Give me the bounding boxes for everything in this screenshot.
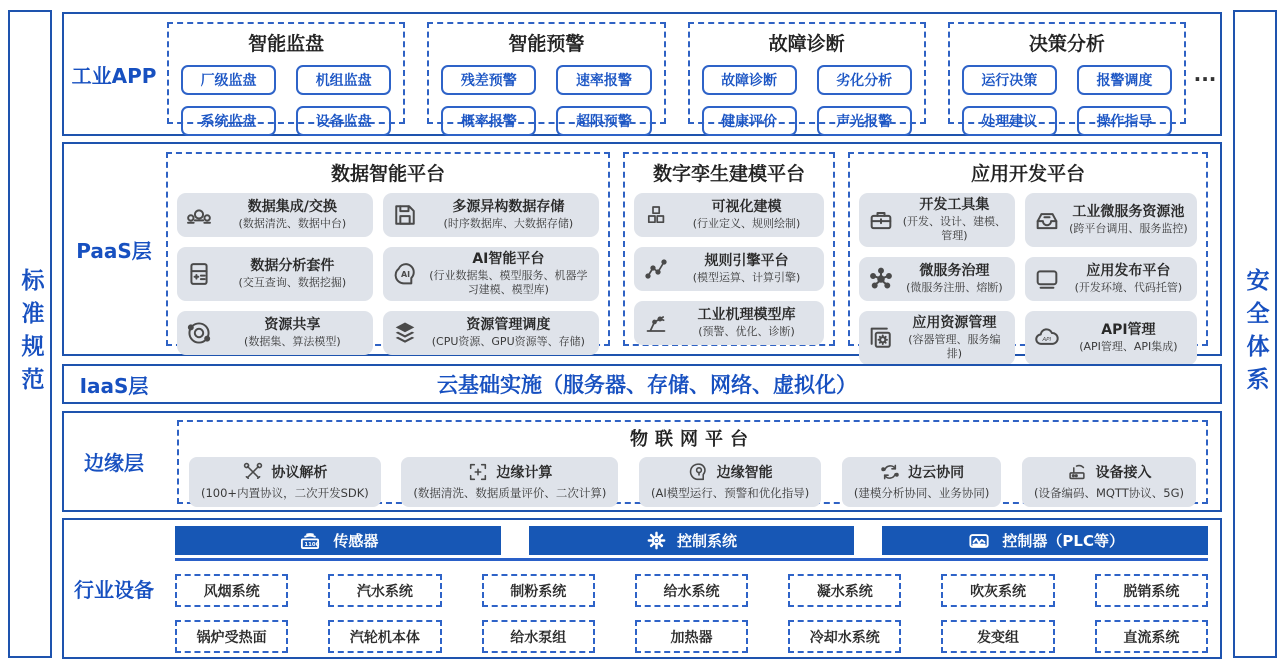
card-subtitle: (数据集、算法模型): [244, 334, 341, 348]
paas-platform: [166, 152, 610, 346]
app-group-title: 智能监盘: [248, 33, 325, 55]
card-title: 应用资源管理: [912, 315, 997, 332]
app-function-item: 处理建议: [962, 106, 1057, 136]
inbox-tray-icon: [1032, 206, 1062, 234]
toolbox-icon: [866, 206, 896, 234]
card-subtitle: (跨平台调用、服务监控): [1069, 221, 1188, 235]
iot-platform-title: 物联网平台: [630, 428, 755, 450]
capability-card: [859, 311, 1015, 365]
card-title: 开发工具集: [919, 197, 990, 213]
app-function-item: 速率报警: [556, 65, 651, 95]
device-system-box: 制粉系统: [482, 574, 595, 607]
app-function-item: 设备监盘: [296, 106, 391, 136]
paas-platform: [623, 152, 835, 346]
card-title: 工业微服务资源池: [1072, 204, 1185, 221]
wrench-tools-icon: [242, 461, 264, 483]
card-subtitle: (微服务注册、熔断): [906, 280, 1003, 294]
card-text: [901, 263, 1008, 295]
device-category-label: 控制器（PLC等）: [1002, 532, 1124, 550]
standards-rail-label: 标准规范: [17, 268, 44, 400]
edge-card-title: 协议解析: [271, 464, 328, 481]
capability-card: [1025, 193, 1197, 247]
device-system-box: 汽轮机本体: [328, 620, 441, 653]
card-text: [425, 251, 592, 297]
device-bars-container: [175, 526, 1208, 555]
app-pills-grid: [702, 65, 912, 136]
app-function-item: 机组监盘: [296, 65, 391, 95]
edge-capability-card: [1022, 457, 1196, 507]
device-category-bar: [175, 526, 501, 555]
devices-divider: [175, 558, 1208, 561]
platform-title: 数字孪生建模平台: [652, 163, 805, 185]
svg-text:AI: AI: [400, 270, 410, 280]
iot-platform-box: [177, 420, 1208, 504]
router-device-icon: [1066, 461, 1088, 483]
device-system-box: 冷却水系统: [788, 620, 901, 653]
card-subtitle: (交互查询、数据挖掘): [238, 275, 347, 289]
app-function-item: 声光报警: [817, 106, 912, 136]
brain-head-icon: [688, 461, 710, 483]
sync-cloud-icon: [879, 461, 901, 483]
edge-card-subtitle: (设备编码、MQTT协议、5G): [1033, 485, 1184, 500]
device-system-box: 脱销系统: [1095, 574, 1208, 607]
app-function-group: [427, 22, 665, 130]
app-function-item: 故障诊断: [702, 65, 797, 95]
device-category-label: 控制系统: [677, 532, 738, 550]
capability-card: [383, 311, 599, 355]
capability-card: [634, 301, 824, 345]
card-subtitle: (行业定义、规则绘制): [692, 216, 801, 230]
capability-card: [1025, 257, 1197, 301]
card-text: [676, 307, 817, 339]
card-subtitle: (模型运算、计算引擎): [692, 270, 801, 284]
device-system-box: 吹灰系统: [941, 574, 1054, 607]
card-title: 可视化建模: [711, 199, 782, 216]
paas-platforms-container: [164, 144, 1220, 360]
layers-icon: [390, 319, 420, 347]
platform-cards: [177, 193, 599, 355]
robot-arm-icon: [641, 311, 671, 335]
edge-capability-card: [189, 457, 381, 507]
edge-card-title: 边缘计算: [496, 464, 553, 481]
sensor-device-icon: [297, 528, 323, 554]
card-text: [901, 315, 1008, 361]
edge-card-title: 边缘智能: [716, 464, 773, 481]
edge-capability-card: [842, 457, 1001, 507]
card-text: [676, 199, 817, 231]
svg-text:1100: 1100: [304, 541, 320, 548]
floppy-disk-icon: [390, 201, 420, 229]
card-text: [425, 199, 592, 231]
app-function-item: 报警调度: [1077, 65, 1172, 95]
card-text: [901, 197, 1008, 243]
capability-card: [634, 193, 824, 237]
industry-devices-layer: [62, 518, 1222, 659]
platform-cards: [859, 193, 1197, 365]
app-function-item: 厂级监盘: [181, 65, 276, 95]
card-subtitle: (开发环境、代码托管): [1074, 280, 1183, 294]
micro-nodes-icon: [866, 265, 896, 293]
monitor-icon: [1032, 265, 1062, 293]
capability-card: [1025, 311, 1197, 365]
edge-square-icon: [467, 461, 489, 483]
card-title: AI智能平台: [472, 251, 545, 267]
app-function-item: 超限预警: [556, 106, 651, 136]
platform-title: 数据智能平台: [330, 163, 445, 185]
windows-gear-icon: [866, 324, 896, 352]
paas-platform: [848, 152, 1208, 360]
device-system-box: 凝水系统: [788, 574, 901, 607]
card-text: [219, 317, 366, 349]
edge-card-header: [688, 461, 773, 483]
app-pills-grid: [181, 65, 391, 136]
gear-icon: [646, 530, 667, 551]
ai-head-icon: [390, 260, 420, 288]
app-function-group: [167, 22, 405, 130]
cubes-icon: [641, 203, 671, 227]
app-pills-grid: [441, 65, 651, 136]
edge-layer: [62, 411, 1222, 512]
device-system-box: 锅炉受热面: [175, 620, 288, 653]
app-function-item: 概率报警: [441, 106, 536, 136]
calculator-icon: [184, 260, 214, 288]
app-groups-container: [164, 14, 1190, 134]
capability-card: [177, 311, 373, 355]
app-function-item: 残差预警: [441, 65, 536, 95]
card-title: 资源共享: [264, 317, 321, 334]
node-link-icon: [641, 257, 671, 281]
edge-label: 边缘层: [84, 451, 144, 475]
chart-bars-icon: [184, 201, 214, 229]
more-ellipsis: ...: [1193, 62, 1217, 86]
edge-capability-card: [401, 457, 618, 507]
capability-card: [634, 247, 824, 291]
device-system-box: 直流系统: [1095, 620, 1208, 653]
platform-cards: [634, 193, 824, 345]
capability-card: [383, 193, 599, 237]
edge-card-subtitle: (AI模型运行、预警和优化指导): [651, 485, 810, 500]
card-subtitle: (开发、设计、建模、管理): [902, 214, 1007, 242]
edge-cards-container: [179, 457, 1206, 507]
svg-text:API: API: [1042, 337, 1051, 344]
app-function-item: 劣化分析: [817, 65, 912, 95]
device-category-bar: [882, 526, 1208, 555]
card-title: 规则引擎平台: [704, 253, 789, 270]
app-function-item: 运行决策: [962, 65, 1057, 95]
edge-card-title: 设备接入: [1095, 464, 1152, 481]
device-system-box: 给水泵组: [482, 620, 595, 653]
app-group-title: 故障诊断: [768, 33, 845, 55]
paas-layer: [62, 142, 1222, 360]
card-title: API管理: [1101, 322, 1156, 339]
card-subtitle: (预警、优化、诊断): [698, 324, 795, 338]
card-text: [425, 317, 592, 349]
plc-device-icon: [966, 528, 992, 554]
device-systems-grid: [175, 574, 1208, 653]
app-group-title: 智能预警: [508, 33, 585, 55]
app-function-item: 操作指导: [1077, 106, 1172, 136]
card-subtitle: (API管理、API集成): [1079, 339, 1178, 353]
security-rail: [1233, 10, 1277, 658]
edge-card-subtitle: (100+内置协议，二次开发SDK): [201, 485, 369, 500]
device-system-box: 加热器: [635, 620, 748, 653]
capability-card: [177, 247, 373, 301]
industrial-app-label: 工业APP: [71, 63, 157, 88]
edge-capability-card: [639, 457, 821, 507]
edge-card-header: [467, 461, 552, 483]
card-text: [219, 258, 366, 290]
edge-card-header: [879, 461, 964, 483]
iaas-label: IaaS层: [79, 373, 149, 398]
card-title: 微服务治理: [919, 263, 990, 280]
card-text: [1067, 204, 1190, 236]
card-text: [676, 253, 817, 285]
devices-content: [164, 520, 1220, 657]
device-system-box: 发变组: [941, 620, 1054, 653]
card-title: 工业机理模型库: [697, 307, 796, 324]
edge-card-header: [242, 461, 327, 483]
card-subtitle: (时序数据库、大数据存储): [443, 216, 574, 230]
card-subtitle: (CPU资源、GPU资源等、存储): [431, 334, 585, 348]
card-title: 多源异构数据存储: [452, 199, 565, 216]
app-function-group: [948, 22, 1186, 130]
app-function-item: 健康评价: [702, 106, 797, 136]
device-system-box: 风烟系统: [175, 574, 288, 607]
device-category-bar: [529, 526, 855, 555]
card-subtitle: (数据清洗、数据中台): [238, 216, 347, 230]
card-title: 数据分析套件: [250, 258, 335, 275]
app-function-group: [688, 22, 926, 130]
card-text: [1067, 263, 1190, 295]
card-title: 应用发布平台: [1086, 263, 1171, 280]
industrial-app-layer: [62, 12, 1222, 136]
app-group-title: 决策分析: [1028, 33, 1105, 55]
card-subtitle: (容器管理、服务编排): [908, 332, 1001, 360]
card-subtitle: (行业数据集、模型服务、机器学习建模、模型库): [429, 268, 588, 296]
app-function-item: 系统监盘: [181, 106, 276, 136]
capability-card: [383, 247, 599, 301]
edge-card-subtitle: (建模分析协同、业务协同): [853, 485, 990, 500]
industry-devices-label: 行业设备: [74, 578, 154, 602]
edge-card-subtitle: (数据清洗、数据质量评价、二次计算): [413, 485, 607, 500]
card-text: [1067, 322, 1190, 354]
platform-title: 应用开发平台: [970, 163, 1085, 185]
app-pills-grid: [962, 65, 1172, 136]
edge-card-title: 边云协同: [908, 464, 965, 481]
standards-rail: [8, 10, 52, 658]
device-system-box: 汽水系统: [328, 574, 441, 607]
iaas-layer: [62, 364, 1222, 404]
card-text: [219, 199, 366, 231]
security-rail-label: 安全体系: [1242, 268, 1269, 400]
cloud-api-icon: [1032, 324, 1062, 352]
device-category-label: 传感器: [333, 532, 379, 550]
capability-card: [859, 193, 1015, 247]
card-title: 数据集成/交换: [247, 199, 337, 216]
edge-card-header: [1066, 461, 1151, 483]
capability-card: [177, 193, 373, 237]
paas-label: PaaS层: [76, 238, 152, 263]
card-title: 资源管理调度: [466, 317, 551, 334]
capability-card: [859, 257, 1015, 301]
device-system-box: 给水系统: [635, 574, 748, 607]
share-orbit-icon: [184, 319, 214, 347]
iaas-title: 云基础实施（服务器、存储、网络、虚拟化）: [437, 373, 857, 397]
